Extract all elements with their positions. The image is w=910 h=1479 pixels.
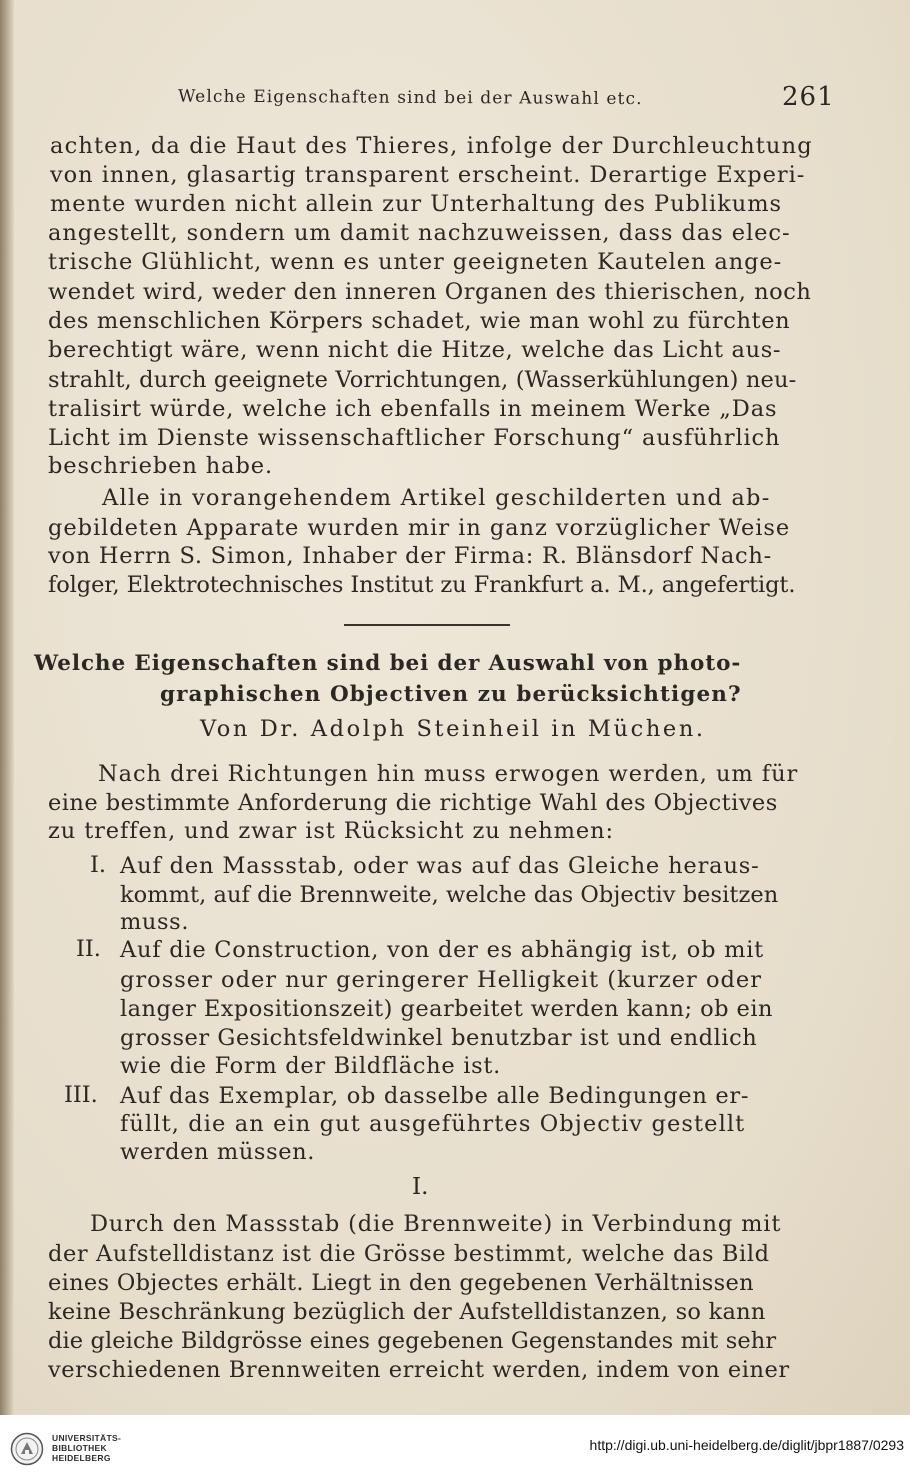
text-line: zu treffen, und zwar ist Rücksicht zu nehmen: xyxy=(48,818,614,844)
list-numeral: III. xyxy=(64,1082,98,1108)
text-line: Nach drei Richtungen hin muss erwogen werden, um für xyxy=(98,761,799,787)
list-item-line: werden müssen. xyxy=(120,1139,315,1165)
text-line: des menschlichen Körpers schadet, wie man wohl zu fürchten xyxy=(48,308,791,334)
list-item-line: grosser Gesichtsfeldwinkel benutzbar ist und endlich xyxy=(120,1025,758,1051)
text-line: die gleiche Bildgrösse eines gegebenen Gegenstandes mit sehr xyxy=(48,1328,777,1354)
list-item-line: Auf die Construction, von der es abhängig ist, ob mit xyxy=(120,937,764,963)
text-line: Durch den Massstab (die Brennweite) in Verbindung mit xyxy=(90,1211,782,1237)
article-title-line-1: Welche Eigenschaften sind bei der Auswahl von photo- xyxy=(34,651,742,676)
text-line: folger, Elektrotechnisches Institut zu Frankfurt a. M., angefertigt. xyxy=(48,572,796,598)
library-name xyxy=(52,1433,121,1463)
text-line: strahlt, durch geeignete Vorrichtungen, (Wasserkühlungen) neu- xyxy=(48,367,797,393)
text-line: tralisirt würde, welche ich ebenfalls in meinem Werke „Das xyxy=(48,396,778,422)
page-header xyxy=(0,82,910,112)
page-gutter-shadow xyxy=(0,0,14,1415)
university-seal-icon xyxy=(10,1432,44,1466)
list-item-line: Auf den Massstab, oder was auf das Gleiche heraus- xyxy=(120,853,760,879)
text-line: mente wurden nicht allein zur Unterhaltung des Publikums xyxy=(50,191,783,217)
digitization-footer xyxy=(0,1415,910,1479)
text-line: achten, da die Haut des Thieres, infolge der Durchleuchtung xyxy=(50,133,813,159)
text-line: Licht im Dienste wissenschaftlicher Forschung“ ausführlich xyxy=(48,425,781,451)
list-item-line: kommt, auf die Brennweite, welche das Objectiv besitzen xyxy=(120,882,779,908)
list-item-line: wie die Form der Bildfläche ist. xyxy=(120,1053,501,1079)
library-name-line: UNIVERSITÄTS- xyxy=(52,1433,122,1443)
source-url-link[interactable]: http://digi.ub.uni-heidelberg.de/diglit/jbpr1887/0293 xyxy=(589,1437,904,1453)
list-item-line: muss. xyxy=(120,909,190,935)
text-line: eines Objectes erhält. Liegt in den gegebenen Verhältnissen xyxy=(48,1270,754,1296)
text-line: trische Glühlicht, wenn es unter geeigneten Kautelen ange- xyxy=(48,249,783,275)
text-line: Alle in vorangehendem Artikel geschilderten und ab- xyxy=(102,485,771,511)
text-line: keine Beschränkung bezüglich der Aufstelldistanzen, so kann xyxy=(48,1299,766,1325)
text-line: der Aufstelldistanz ist die Grösse bestimmt, welche das Bild xyxy=(48,1241,770,1267)
library-name-line: BIBLIOTHEK xyxy=(52,1443,107,1453)
list-numeral: II. xyxy=(76,936,101,962)
page-number: 261 xyxy=(782,82,835,112)
text-line: angestellt, sondern um damit nachzuweissen, dass das elec- xyxy=(48,220,791,246)
list-numeral: I. xyxy=(90,852,107,878)
running-head: Welche Eigenschaften sind bei der Auswahl etc. xyxy=(177,86,643,110)
text-line: verschiedenen Brennweiten erreicht werden, indem von einer xyxy=(48,1357,790,1383)
text-line: eine bestimmte Anforderung die richtige Wahl des Objectives xyxy=(48,790,778,816)
list-item-line: Auf das Exemplar, ob dasselbe alle Bedingungen er- xyxy=(120,1083,750,1109)
text-line: beschrieben habe. xyxy=(48,453,274,479)
library-name-line: HEIDELBERG xyxy=(52,1453,111,1463)
text-line: wendet wird, weder den inneren Organen des thierischen, noch xyxy=(48,279,812,305)
text-line: gebildeten Apparate wurden mir in ganz vorzüglicher Weise xyxy=(48,515,791,541)
text-line: berechtigt wäre, wenn nicht die Hitze, welche das Licht aus- xyxy=(48,337,782,363)
article-title-line-2: graphischen Objectiven zu berücksichtigen? xyxy=(160,682,742,707)
section-number: I. xyxy=(412,1174,429,1200)
section-divider xyxy=(344,624,510,626)
text-line: von innen, glasartig transparent erscheint. Derartige Experi- xyxy=(50,162,806,188)
list-item-line: grosser oder nur geringerer Helligkeit (kurzer oder xyxy=(120,967,762,993)
text-line: von Herrn S. Simon, Inhaber der Firma: R. Blänsdorf Nach- xyxy=(48,543,772,569)
list-item-line: füllt, die an ein gut ausgeführtes Objectiv gestellt xyxy=(120,1111,746,1137)
article-author: Von Dr. Adolph Steinheil in Müchen. xyxy=(200,716,706,742)
list-item-line: langer Expositionszeit) gearbeitet werden kann; ob ein xyxy=(120,996,773,1022)
